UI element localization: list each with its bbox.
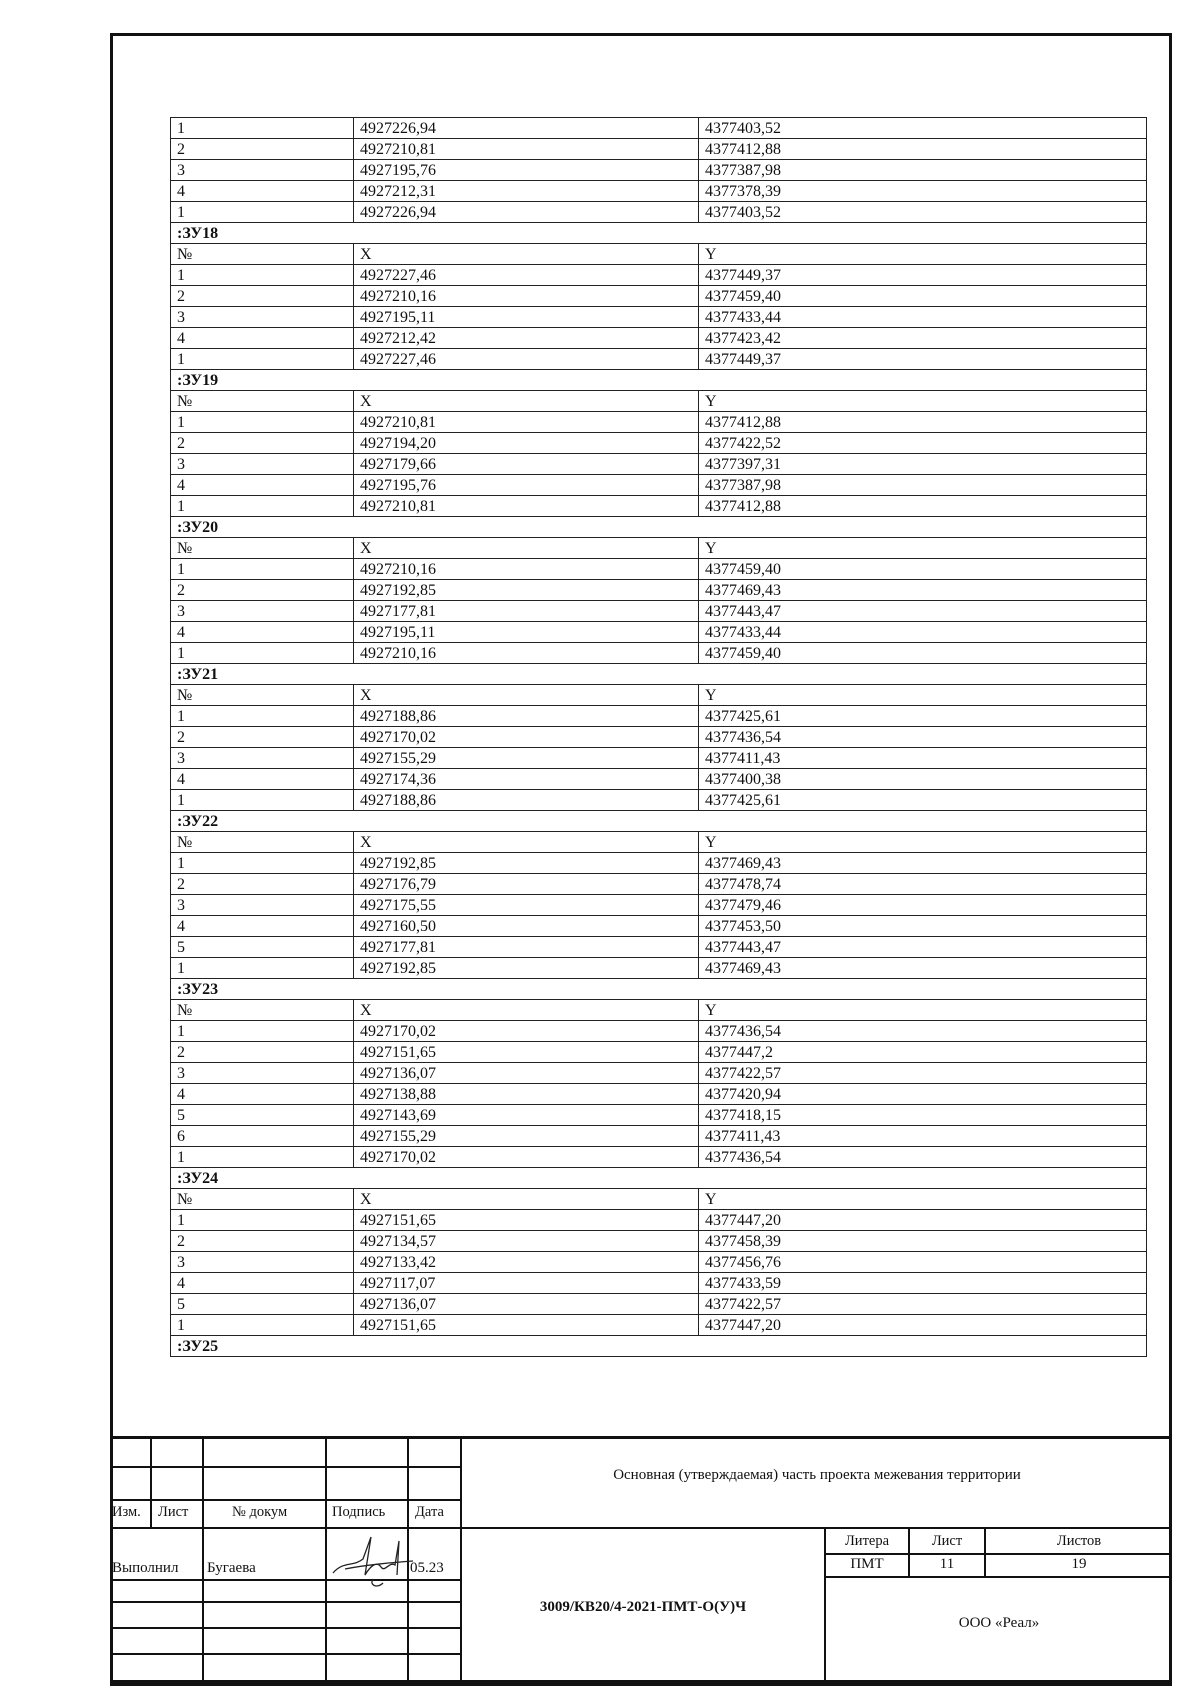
y-coordinate-cell: 4377387,98 (699, 475, 1147, 496)
y-coordinate-cell: Y (699, 538, 1147, 559)
table-row (171, 1147, 1147, 1168)
y-coordinate-cell: 4377443,47 (699, 937, 1147, 958)
header-row (171, 538, 1147, 559)
x-coordinate-cell: 4927151,65 (354, 1210, 699, 1231)
signature-icon (325, 1531, 420, 1591)
y-coordinate-cell: 4377411,43 (699, 748, 1147, 769)
point-number-cell: 4 (171, 181, 354, 202)
point-number-cell: № (171, 685, 354, 706)
x-coordinate-cell: 4927155,29 (354, 748, 699, 769)
table-row (171, 139, 1147, 160)
table-row (171, 349, 1147, 370)
label-izm: Изм. (112, 1504, 141, 1520)
y-coordinate-cell: 4377456,76 (699, 1252, 1147, 1273)
table-row (171, 307, 1147, 328)
point-number-cell: № (171, 391, 354, 412)
point-number-cell: 2 (171, 433, 354, 454)
y-coordinate-cell: 4377418,15 (699, 1105, 1147, 1126)
section-label: :ЗУ25 (171, 1336, 1147, 1357)
performer-date: 05.23 (410, 1560, 444, 1576)
point-number-cell: 3 (171, 1252, 354, 1273)
x-coordinate-cell: 4927210,81 (354, 139, 699, 160)
table-row (171, 1042, 1147, 1063)
point-number-cell: № (171, 1189, 354, 1210)
point-number-cell: 1 (171, 1147, 354, 1168)
table-row (171, 937, 1147, 958)
table-row (171, 769, 1147, 790)
point-number-cell: 1 (171, 643, 354, 664)
section-row (171, 1168, 1147, 1189)
table-row (171, 916, 1147, 937)
table-row (171, 1210, 1147, 1231)
y-coordinate-cell: 4377436,54 (699, 1147, 1147, 1168)
x-coordinate-cell: X (354, 1189, 699, 1210)
x-coordinate-cell: 4927195,11 (354, 307, 699, 328)
x-coordinate-cell: X (354, 1000, 699, 1021)
point-number-cell: 2 (171, 139, 354, 160)
y-coordinate-cell: 4377447,2 (699, 1042, 1147, 1063)
y-coordinate-cell: 4377436,54 (699, 1021, 1147, 1042)
section-row (171, 664, 1147, 685)
point-number-cell: 5 (171, 937, 354, 958)
x-coordinate-cell: 4927136,07 (354, 1063, 699, 1084)
table-row (171, 118, 1147, 139)
y-coordinate-cell: 4377412,88 (699, 412, 1147, 433)
point-number-cell: 1 (171, 265, 354, 286)
y-coordinate-cell: 4377458,39 (699, 1231, 1147, 1252)
x-coordinate-cell: 4927188,86 (354, 790, 699, 811)
x-coordinate-cell: 4927170,02 (354, 727, 699, 748)
table-row (171, 1273, 1147, 1294)
y-coordinate-cell: 4377469,43 (699, 580, 1147, 601)
section-label: :ЗУ22 (171, 811, 1147, 832)
y-coordinate-cell: 4377479,46 (699, 895, 1147, 916)
x-coordinate-cell: 4927177,81 (354, 601, 699, 622)
y-coordinate-cell: 4377433,44 (699, 307, 1147, 328)
header-row (171, 832, 1147, 853)
x-coordinate-cell: 4927170,02 (354, 1147, 699, 1168)
x-coordinate-cell: 4927195,76 (354, 160, 699, 181)
x-coordinate-cell: 4927227,46 (354, 349, 699, 370)
table-row (171, 643, 1147, 664)
x-coordinate-cell: 4927175,55 (354, 895, 699, 916)
table-row (171, 559, 1147, 580)
x-coordinate-cell: 4927212,31 (354, 181, 699, 202)
point-number-cell: 1 (171, 349, 354, 370)
section-label: :ЗУ18 (171, 223, 1147, 244)
table-row (171, 160, 1147, 181)
sheet-label: Лист (931, 1533, 963, 1549)
table-row (171, 433, 1147, 454)
section-row (171, 223, 1147, 244)
document-title: Основная (утверждаемая) часть проекта межевания территории (613, 1467, 1021, 1483)
point-number-cell: № (171, 244, 354, 265)
x-coordinate-cell: 4927134,57 (354, 1231, 699, 1252)
x-coordinate-cell: 4927192,85 (354, 958, 699, 979)
litera-label: Литера (844, 1533, 890, 1549)
section-label: :ЗУ21 (171, 664, 1147, 685)
table-row (171, 1294, 1147, 1315)
point-number-cell: № (171, 832, 354, 853)
point-number-cell: 4 (171, 1084, 354, 1105)
x-coordinate-cell: 4927176,79 (354, 874, 699, 895)
y-coordinate-cell: 4377387,98 (699, 160, 1147, 181)
table-row (171, 874, 1147, 895)
x-coordinate-cell: 4927210,16 (354, 559, 699, 580)
point-number-cell: 3 (171, 454, 354, 475)
point-number-cell: 1 (171, 118, 354, 139)
y-coordinate-cell: 4377436,54 (699, 727, 1147, 748)
x-coordinate-cell: 4927195,76 (354, 475, 699, 496)
point-number-cell: 1 (171, 790, 354, 811)
point-number-cell: 2 (171, 1042, 354, 1063)
x-coordinate-cell: X (354, 538, 699, 559)
x-coordinate-cell: 4927179,66 (354, 454, 699, 475)
table-row (171, 601, 1147, 622)
y-coordinate-cell: 4377459,40 (699, 286, 1147, 307)
point-number-cell: 1 (171, 958, 354, 979)
y-coordinate-cell: Y (699, 832, 1147, 853)
table-row (171, 412, 1147, 433)
x-coordinate-cell: 4927151,65 (354, 1042, 699, 1063)
x-coordinate-cell: 4927192,85 (354, 580, 699, 601)
y-coordinate-cell: 4377378,39 (699, 181, 1147, 202)
x-coordinate-cell: 4927195,11 (354, 622, 699, 643)
table-row (171, 181, 1147, 202)
y-coordinate-cell: 4377411,43 (699, 1126, 1147, 1147)
table-row (171, 1231, 1147, 1252)
y-coordinate-cell: Y (699, 685, 1147, 706)
section-row (171, 1336, 1147, 1357)
y-coordinate-cell: 4377420,94 (699, 1084, 1147, 1105)
header-row (171, 391, 1147, 412)
point-number-cell: 2 (171, 286, 354, 307)
table-row (171, 790, 1147, 811)
x-coordinate-cell: 4927174,36 (354, 769, 699, 790)
y-coordinate-cell: 4377400,38 (699, 769, 1147, 790)
y-coordinate-cell: 4377443,47 (699, 601, 1147, 622)
y-coordinate-cell: 4377422,57 (699, 1294, 1147, 1315)
y-coordinate-cell: 4377425,61 (699, 790, 1147, 811)
document-code: 3009/КВ20/4-2021-ПМТ-О(У)Ч (539, 1599, 747, 1615)
y-coordinate-cell: 4377397,31 (699, 454, 1147, 475)
point-number-cell: 1 (171, 1021, 354, 1042)
litera-value: ПМТ (850, 1556, 884, 1572)
table-row (171, 1252, 1147, 1273)
x-coordinate-cell: X (354, 685, 699, 706)
point-number-cell: 1 (171, 559, 354, 580)
header-row (171, 1000, 1147, 1021)
table-row (171, 727, 1147, 748)
x-coordinate-cell: X (354, 391, 699, 412)
table-row (171, 454, 1147, 475)
x-coordinate-cell: 4927194,20 (354, 433, 699, 454)
table-row (171, 1126, 1147, 1147)
point-number-cell: 5 (171, 1105, 354, 1126)
y-coordinate-cell: 4377459,40 (699, 643, 1147, 664)
y-coordinate-cell: 4377453,50 (699, 916, 1147, 937)
x-coordinate-cell: 4927160,50 (354, 916, 699, 937)
section-label: :ЗУ23 (171, 979, 1147, 1000)
table-row (171, 286, 1147, 307)
point-number-cell: 2 (171, 874, 354, 895)
x-coordinate-cell: 4927210,16 (354, 286, 699, 307)
table-row (171, 706, 1147, 727)
point-number-cell: 1 (171, 1210, 354, 1231)
y-coordinate-cell: 4377449,37 (699, 265, 1147, 286)
table-row (171, 496, 1147, 517)
x-coordinate-cell: 4927192,85 (354, 853, 699, 874)
point-number-cell: 3 (171, 160, 354, 181)
y-coordinate-cell: 4377459,40 (699, 559, 1147, 580)
table-row (171, 622, 1147, 643)
y-coordinate-cell: 4377449,37 (699, 349, 1147, 370)
x-coordinate-cell: 4927188,86 (354, 706, 699, 727)
table-row (171, 1315, 1147, 1336)
point-number-cell: 3 (171, 1063, 354, 1084)
company-name: ООО «Реал» (958, 1615, 1040, 1631)
table-row (171, 1063, 1147, 1084)
table-row (171, 895, 1147, 916)
x-coordinate-cell: 4927133,42 (354, 1252, 699, 1273)
x-coordinate-cell: 4927138,88 (354, 1084, 699, 1105)
section-row (171, 811, 1147, 832)
y-coordinate-cell: Y (699, 1189, 1147, 1210)
sheets-total: 19 (1071, 1556, 1087, 1572)
performer-name: Бугаева (207, 1560, 256, 1576)
point-number-cell: 4 (171, 622, 354, 643)
x-coordinate-cell: 4927151,65 (354, 1315, 699, 1336)
table-row (171, 853, 1147, 874)
y-coordinate-cell: 4377433,44 (699, 622, 1147, 643)
y-coordinate-cell: 4377412,88 (699, 496, 1147, 517)
coordinates-table (170, 117, 1147, 1357)
x-coordinate-cell: 4927155,29 (354, 1126, 699, 1147)
x-coordinate-cell: 4927210,81 (354, 412, 699, 433)
y-coordinate-cell: 4377403,52 (699, 202, 1147, 223)
y-coordinate-cell: 4377433,59 (699, 1273, 1147, 1294)
x-coordinate-cell: 4927212,42 (354, 328, 699, 349)
point-number-cell: 1 (171, 706, 354, 727)
x-coordinate-cell: X (354, 244, 699, 265)
y-coordinate-cell: 4377469,43 (699, 958, 1147, 979)
point-number-cell: 3 (171, 895, 354, 916)
point-number-cell: 2 (171, 580, 354, 601)
point-number-cell: 5 (171, 1294, 354, 1315)
sheets-label: Листов (1056, 1533, 1102, 1549)
point-number-cell: 1 (171, 496, 354, 517)
table-row (171, 265, 1147, 286)
y-coordinate-cell: 4377478,74 (699, 874, 1147, 895)
section-row (171, 979, 1147, 1000)
x-coordinate-cell: 4927177,81 (354, 937, 699, 958)
performer-role: Выполнил (112, 1560, 179, 1576)
point-number-cell: 3 (171, 307, 354, 328)
point-number-cell: 3 (171, 748, 354, 769)
point-number-cell: 4 (171, 1273, 354, 1294)
title-block (110, 1436, 1172, 1683)
x-coordinate-cell: X (354, 832, 699, 853)
point-number-cell: 3 (171, 601, 354, 622)
x-coordinate-cell: 4927136,07 (354, 1294, 699, 1315)
point-number-cell: 4 (171, 475, 354, 496)
y-coordinate-cell: Y (699, 244, 1147, 265)
table-row (171, 958, 1147, 979)
table-row (171, 1021, 1147, 1042)
header-row (171, 685, 1147, 706)
table-row (171, 475, 1147, 496)
header-row (171, 244, 1147, 265)
table-row (171, 1084, 1147, 1105)
y-coordinate-cell: 4377422,57 (699, 1063, 1147, 1084)
table-row (171, 202, 1147, 223)
header-row (171, 1189, 1147, 1210)
table-row (171, 1105, 1147, 1126)
point-number-cell: 6 (171, 1126, 354, 1147)
y-coordinate-cell: Y (699, 1000, 1147, 1021)
point-number-cell: 1 (171, 202, 354, 223)
x-coordinate-cell: 4927210,16 (354, 643, 699, 664)
sheet-number: 11 (939, 1556, 955, 1572)
point-number-cell: 4 (171, 769, 354, 790)
x-coordinate-cell: 4927226,94 (354, 202, 699, 223)
label-date: Дата (415, 1504, 444, 1520)
label-signature: Подпись (332, 1504, 386, 1520)
x-coordinate-cell: 4927227,46 (354, 265, 699, 286)
x-coordinate-cell: 4927143,69 (354, 1105, 699, 1126)
y-coordinate-cell: 4377403,52 (699, 118, 1147, 139)
y-coordinate-cell: Y (699, 391, 1147, 412)
point-number-cell: 4 (171, 328, 354, 349)
point-number-cell: 1 (171, 853, 354, 874)
point-number-cell: 2 (171, 1231, 354, 1252)
label-list: Лист (158, 1504, 189, 1520)
y-coordinate-cell: 4377447,20 (699, 1210, 1147, 1231)
section-label: :ЗУ20 (171, 517, 1147, 538)
table-row (171, 580, 1147, 601)
point-number-cell: 1 (171, 1315, 354, 1336)
x-coordinate-cell: 4927170,02 (354, 1021, 699, 1042)
label-doc-number: № докум (232, 1504, 288, 1520)
point-number-cell: 1 (171, 412, 354, 433)
table-row (171, 328, 1147, 349)
point-number-cell: 2 (171, 727, 354, 748)
y-coordinate-cell: 4377423,42 (699, 328, 1147, 349)
section-label: :ЗУ24 (171, 1168, 1147, 1189)
point-number-cell: 4 (171, 916, 354, 937)
point-number-cell: № (171, 1000, 354, 1021)
section-row (171, 370, 1147, 391)
x-coordinate-cell: 4927117,07 (354, 1273, 699, 1294)
table-row (171, 748, 1147, 769)
y-coordinate-cell: 4377447,20 (699, 1315, 1147, 1336)
y-coordinate-cell: 4377412,88 (699, 139, 1147, 160)
section-label: :ЗУ19 (171, 370, 1147, 391)
y-coordinate-cell: 4377422,52 (699, 433, 1147, 454)
x-coordinate-cell: 4927226,94 (354, 118, 699, 139)
section-row (171, 517, 1147, 538)
y-coordinate-cell: 4377469,43 (699, 853, 1147, 874)
x-coordinate-cell: 4927210,81 (354, 496, 699, 517)
point-number-cell: № (171, 538, 354, 559)
y-coordinate-cell: 4377425,61 (699, 706, 1147, 727)
